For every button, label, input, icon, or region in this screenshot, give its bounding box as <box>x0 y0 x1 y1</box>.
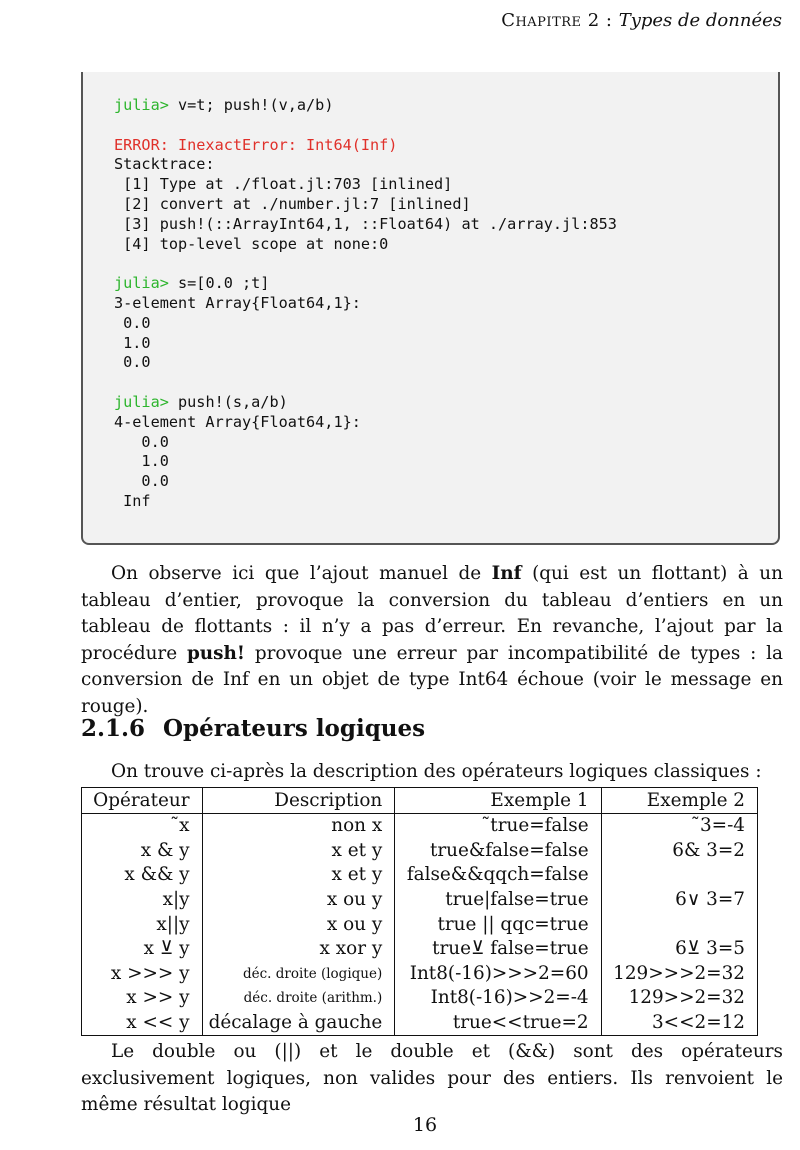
description-cell: déc. droite (logique) <box>202 962 395 987</box>
example-2-cell: 6∨ 3=7 <box>601 888 757 913</box>
description-cell: x et y <box>202 839 395 864</box>
description-cell: non x <box>202 814 395 839</box>
error-message: ERROR: InexactError: Int64(Inf) <box>114 135 398 154</box>
operator-cell: x && y <box>82 863 203 888</box>
bold-term: Inf <box>491 563 522 584</box>
operator-cell: x ⊻ y <box>82 937 203 962</box>
table-row <box>82 1011 758 1036</box>
table-row <box>82 863 758 888</box>
example-2-cell: 129>>2=32 <box>601 986 757 1011</box>
code-text: s=[0.0 ;t] <box>178 274 270 293</box>
table-row <box>82 986 758 1011</box>
code-text: 0.0 <box>114 313 151 332</box>
code-line <box>114 175 452 193</box>
description-cell: x xor y <box>202 937 395 962</box>
code-text: [4] top-level scope at none:0 <box>114 234 389 253</box>
code-line <box>114 334 151 352</box>
code-text: [1] Type at ./float.jl:703 [inlined] <box>114 175 453 194</box>
example-1-cell: Int8(-16)>>2=-4 <box>395 986 601 1011</box>
description-cell: déc. droite (arithm.) <box>202 986 395 1011</box>
code-line <box>114 235 388 253</box>
example-1-cell: true⊻ false=true <box>395 937 601 962</box>
code-line <box>114 452 169 470</box>
code-text: 1.0 <box>114 452 169 471</box>
section-title: Opérateurs logiques <box>163 715 426 742</box>
description-cell: décalage à gauche <box>202 1011 395 1036</box>
paragraph-text: (qui est un flottant) à un tableau d’entier, provoque la conversion du tableau d’entiers en un tableau de flottants : il n’y a pas d’erreur. En revanche, l’ajout par la procédure <box>81 563 783 664</box>
page-number: 16 <box>412 1114 438 1136</box>
code-line <box>114 314 151 332</box>
code-text: v=t; push!(v,a/b) <box>178 96 334 114</box>
julia-prompt: julia> <box>114 274 179 293</box>
code-text: Stacktrace: <box>114 155 215 174</box>
header-operateur: Opérateur <box>82 788 203 814</box>
paragraph-text: provoque une erreur par incompatibilité de types : la conversion de Inf en un objet de type Int64 échoue (voir le message en rouge). <box>81 642 783 717</box>
example-2-cell: ˜3=-4 <box>601 814 757 839</box>
operator-cell: x >>> y <box>82 962 203 987</box>
example-2-cell: 3<<2=12 <box>601 1011 757 1036</box>
code-line <box>114 294 361 312</box>
code-text: [3] push!(::ArrayInt64,1, ::Float64) at ./array.jl:853 <box>114 214 617 233</box>
table-body <box>82 814 758 1036</box>
code-line <box>114 96 333 114</box>
operator-cell: x||y <box>82 912 203 937</box>
description-cell: x ou y <box>202 912 395 937</box>
code-line <box>114 492 151 510</box>
code-line <box>114 274 269 292</box>
header-exemple-2: Exemple 2 <box>601 788 757 814</box>
code-text: push!(s,a/b) <box>178 392 288 411</box>
code-line <box>114 353 151 371</box>
chapter-title: Types de données <box>618 10 782 31</box>
code-listing <box>114 96 617 512</box>
example-2-cell: 6⊻ 3=5 <box>601 937 757 962</box>
table-row <box>82 937 758 962</box>
example-2-cell <box>601 863 757 888</box>
code-text: Inf <box>114 491 151 510</box>
example-1-cell: Int8(-16)>>>2=60 <box>395 962 601 987</box>
example-2-cell: 6& 3=2 <box>601 839 757 864</box>
table-row <box>82 839 758 864</box>
operator-cell: ˜x <box>82 814 203 839</box>
operators-table <box>81 787 758 1036</box>
example-2-cell: 129>>>2=32 <box>601 962 757 987</box>
julia-prompt: julia> <box>114 96 179 114</box>
example-1-cell: true|false=true <box>395 888 601 913</box>
code-line <box>114 393 288 411</box>
example-1-cell: true<<true=2 <box>395 1011 601 1036</box>
operator-cell: x|y <box>82 888 203 913</box>
table-row <box>82 962 758 987</box>
code-text: 0.0 <box>114 432 169 451</box>
table-intro: On trouve ci-après la description des opérateurs logiques classiques : <box>111 761 762 782</box>
code-block <box>81 72 780 545</box>
table-row <box>82 912 758 937</box>
table-row <box>82 814 758 839</box>
table-row <box>82 888 758 913</box>
code-line <box>114 195 471 213</box>
table-header-row <box>82 788 758 814</box>
example-1-cell: true&false=false <box>395 839 601 864</box>
code-text: [2] convert at ./number.jl:7 [inlined] <box>114 194 471 213</box>
code-line <box>114 472 169 490</box>
closing-paragraph <box>81 1039 783 1119</box>
code-line <box>114 136 397 154</box>
example-1-cell: false&&qqch=false <box>395 863 601 888</box>
header-exemple-1: Exemple 1 <box>395 788 601 814</box>
example-1-cell: ˜true=false <box>395 814 601 839</box>
chapter-label: Chapitre 2 : <box>501 10 619 31</box>
explanation-paragraph <box>81 561 783 721</box>
operator-cell: x & y <box>82 839 203 864</box>
code-text: 0.0 <box>114 353 151 372</box>
julia-prompt: julia> <box>114 392 179 411</box>
header-description: Description <box>202 788 395 814</box>
code-line <box>114 433 169 451</box>
code-text: 3-element Array{Float64,1}: <box>114 293 361 312</box>
code-text: 1.0 <box>114 333 151 352</box>
running-header <box>501 10 782 31</box>
code-line <box>114 413 361 431</box>
example-1-cell: true || qqc=true <box>395 912 601 937</box>
code-line <box>114 215 617 233</box>
section-heading <box>81 715 425 742</box>
bold-term: push! <box>186 642 245 664</box>
description-cell: x et y <box>202 863 395 888</box>
operator-cell: x >> y <box>82 986 203 1011</box>
description-cell: x ou y <box>202 888 395 913</box>
example-2-cell <box>601 912 757 937</box>
code-text: 0.0 <box>114 472 169 491</box>
section-number: 2.1.6 <box>81 715 146 742</box>
operator-cell: x << y <box>82 1011 203 1036</box>
paragraph-text: On observe ici que l’ajout manuel de <box>111 563 492 584</box>
code-text: 4-element Array{Float64,1}: <box>114 412 361 431</box>
code-line <box>114 155 215 173</box>
closing-paragraph-text: Le double ou (||) et le double et (&&) sont des opérateurs exclusivement logiques, non valides pour des entiers. Ils renvoient le même résultat logique <box>81 1041 783 1116</box>
